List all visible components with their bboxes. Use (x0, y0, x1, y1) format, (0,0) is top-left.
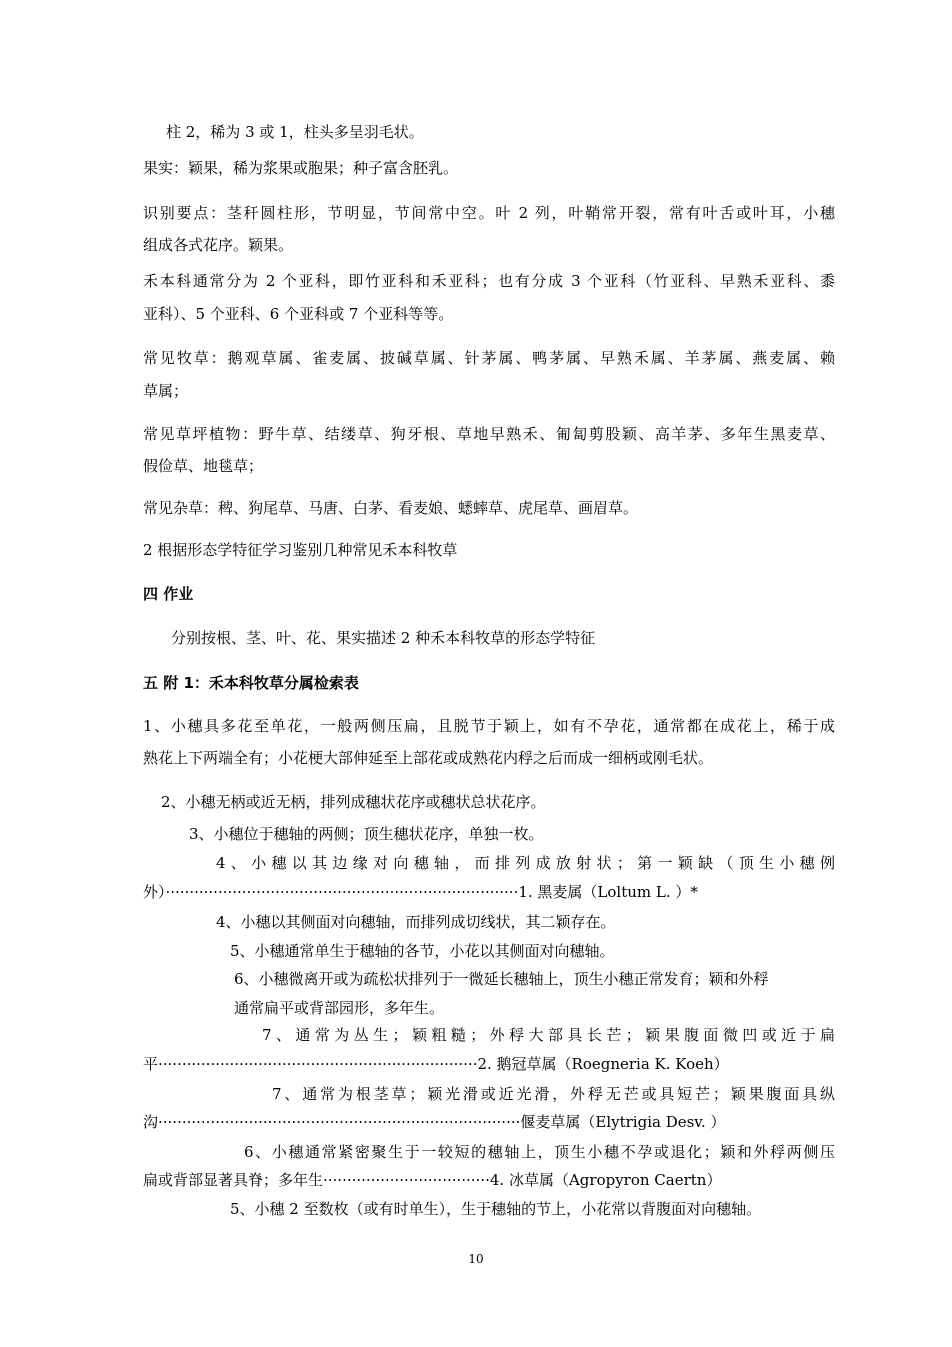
key-line: 5、小穗通常单生于穗轴的各节，小花以其侧面对向穗轴。 (230, 942, 615, 960)
text-line: 禾本科通常分为 2 个亚科，即竹亚科和禾亚科；也有分成 3 个亚科（竹亚科、早熟禾亚科、黍 (143, 272, 835, 290)
section-heading: 五 附 1：禾本科牧草分属检索表 (143, 674, 359, 692)
text-line: 1、小穗具多花至单花，一般两侧压扁，且脱节于颖上，如有不孕花，通常都在成花上，稀于成 (143, 717, 835, 735)
key-line: 沟············································································偃麦草属（Elytrigia Desv. ） (143, 1113, 726, 1131)
text-line: 常见草坪植物：野牛草、结缕草、狗牙根、草地早熟禾、匍匐剪股颖、高羊茅、多年生黑麦草、 (143, 425, 835, 443)
key-line: 6、小穗通常紧密聚生于一较短的穗轴上，顶生小穗不孕或退化；颖和外稃两侧压 (244, 1143, 835, 1161)
key-line: 6、小穗微离开或为疏松状排列于一微延长穗轴上，顶生小穗正常发育；颖和外稃 (234, 970, 769, 988)
text-line: 熟花上下两端全有；小花梗大部伸延至上部花或成熟花内稃之后而成一细柄或刚毛状。 (143, 749, 714, 767)
key-line: 7、通常为根茎草；颖光滑或近光滑，外稃无芒或具短芒；颖果腹面具纵 (272, 1085, 835, 1103)
key-line: 5、小穗 2 至数枚（或有时单生），生于穗轴的节上，小花常以背腹面对向穗轴。 (230, 1200, 762, 1218)
key-line: 平···································································2. 鹅冠草属（Roegneria K. Koeh） (143, 1055, 729, 1073)
text-line: 2 根据形态学特征学习鉴别几种常见禾本科牧草 (143, 541, 458, 559)
text-line: 识别要点：茎秆圆柱形，节明显，节间常中空。叶 2 列，叶鞘常开裂，常有叶舌或叶耳，小穗 (143, 204, 835, 222)
text-line: 亚科）、5 个亚科、6 个亚科或 7 个亚科等等。 (143, 305, 454, 323)
text-line: 假俭草、地毯草； (143, 457, 264, 475)
key-line: 2、小穗无柄或近无柄，排列成穗状花序或穗状总状花序。 (161, 793, 546, 811)
text-line: 分别按根、茎、叶、花、果实描述 2 种禾本科牧草的形态学特征 (171, 629, 596, 647)
text-line: 组成各式花序。颖果。 (143, 236, 294, 254)
key-line: 3、小穗位于穗轴的两侧；顶生穗状花序，单独一枚。 (189, 825, 544, 843)
text-line: 柱 2，稀为 3 或 1，柱头多呈羽毛状。 (166, 123, 424, 141)
key-line: 4、小穗以其边缘对向穗轴，而排列成放射状；第一颖缺（顶生小穗例 (216, 854, 835, 872)
text-line: 常见牧草：鹅观草属、雀麦属、披碱草属、针茅属、鸭茅属、早熟禾属、羊茅属、燕麦属、赖 (143, 349, 835, 367)
key-line: 外）··········································································1. 黑麦属（Loltum L. ）* (143, 883, 698, 901)
text-line: 常见杂草：稗、狗尾草、马唐、白茅、看麦娘、蟋蟀草、虎尾草、画眉草。 (143, 499, 639, 517)
text-line: 草属； (143, 382, 189, 400)
key-line: 4、小穗以其侧面对向穗轴，而排列成切线状，其二颖存在。 (216, 913, 616, 931)
key-line: 通常扁平或背部园形，多年生。 (234, 999, 445, 1017)
section-heading: 四 作业 (143, 585, 194, 603)
page-number: 10 (468, 1252, 484, 1266)
key-line: 7、通常为丛生；颖粗糙；外稃大部具长芒；颖果腹面微凹或近于扁 (262, 1026, 835, 1044)
text-line: 果实：颖果，稀为浆果或胞果；种子富含胚乳。 (143, 159, 459, 177)
key-line: 扁或背部显著具脊；多年生···································4. 冰草属（Agropyron Caertn） (143, 1171, 722, 1189)
